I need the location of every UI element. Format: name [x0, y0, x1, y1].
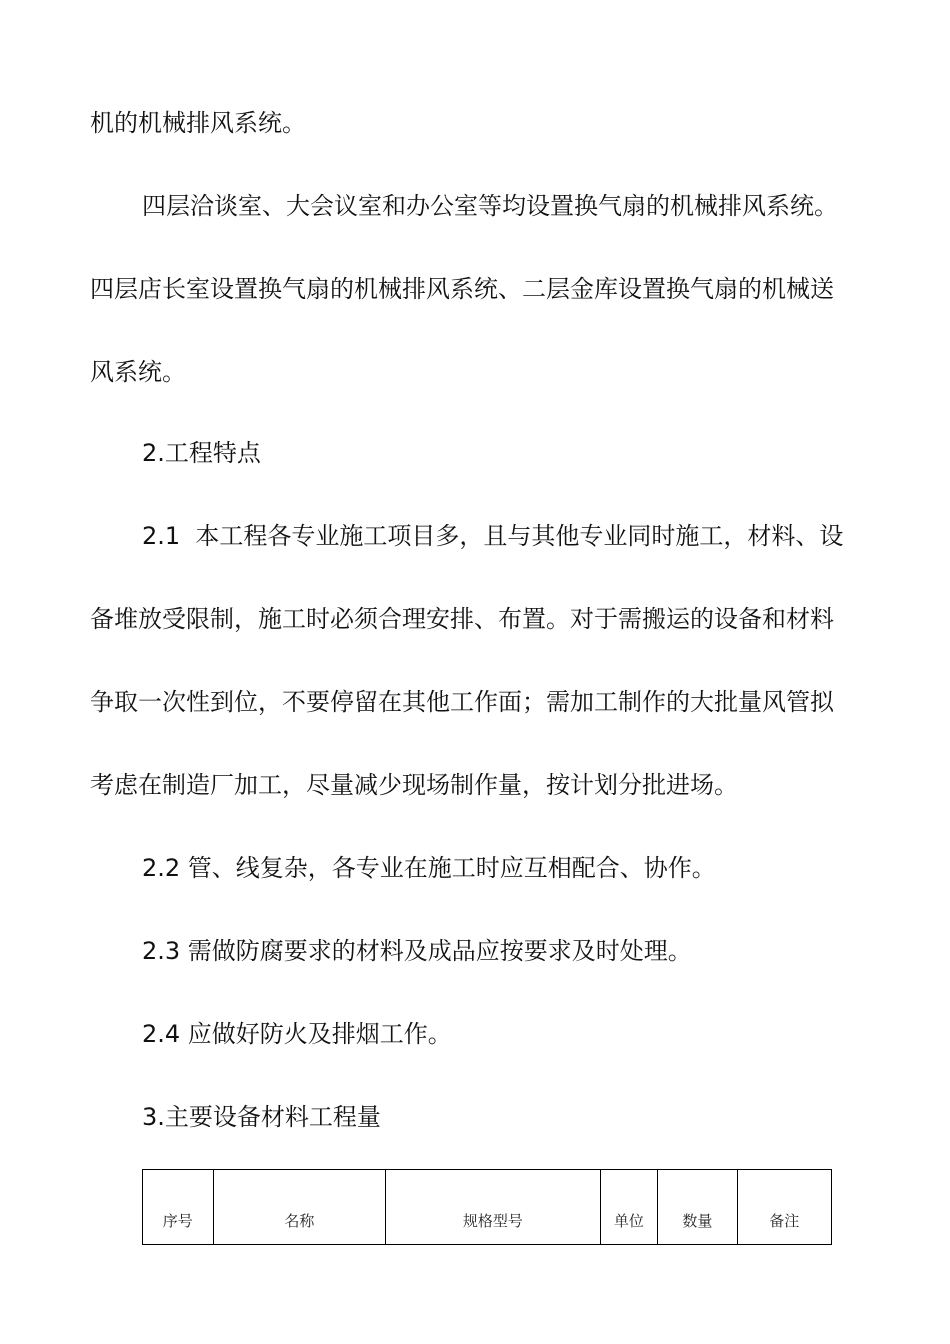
table-header-cell: 数量: [658, 1170, 737, 1245]
text-line: 2.2 管、线复杂，各专业在施工时应互相配合、协作。: [142, 854, 716, 882]
text-line: 争取一次性到位，不要停留在其他工作面；需加工制作的大批量风管拟: [90, 688, 834, 716]
text-line: 备堆放受限制，施工时必须合理安排、布置。对于需搬运的设备和材料: [90, 605, 834, 633]
table-header-cell: 备注: [737, 1170, 831, 1245]
text-line: 2.3 需做防腐要求的材料及成品应按要求及时处理。: [142, 937, 692, 965]
materials-table: [142, 1169, 832, 1245]
section-heading: 3.主要设备材料工程量: [142, 1103, 381, 1131]
text-line: 四层洽谈室、大会议室和办公室等均设置换气扇的机械排风系统。: [142, 192, 838, 220]
text-line: 四层店长室设置换气扇的机械排风系统、二层金库设置换气扇的机械送: [90, 275, 834, 303]
text-line: 2.4 应做好防火及排烟工作。: [142, 1020, 452, 1048]
text-line: 2.1 本工程各专业施工项目多，且与其他专业同时施工，材料、设: [142, 522, 844, 550]
table-header-cell: 单位: [600, 1170, 658, 1245]
text-line: 机的机械排风系统。: [90, 109, 306, 137]
text-line: 考虑在制造厂加工，尽量减少现场制作量，按计划分批进场。: [90, 771, 738, 799]
table-header-row: [143, 1170, 832, 1245]
section-heading: 2.工程特点: [142, 439, 261, 467]
text-line: 风系统。: [90, 358, 186, 386]
table-header-cell: 规格型号: [386, 1170, 600, 1245]
table-header-cell: 序号: [143, 1170, 214, 1245]
table-header-cell: 名称: [213, 1170, 386, 1245]
